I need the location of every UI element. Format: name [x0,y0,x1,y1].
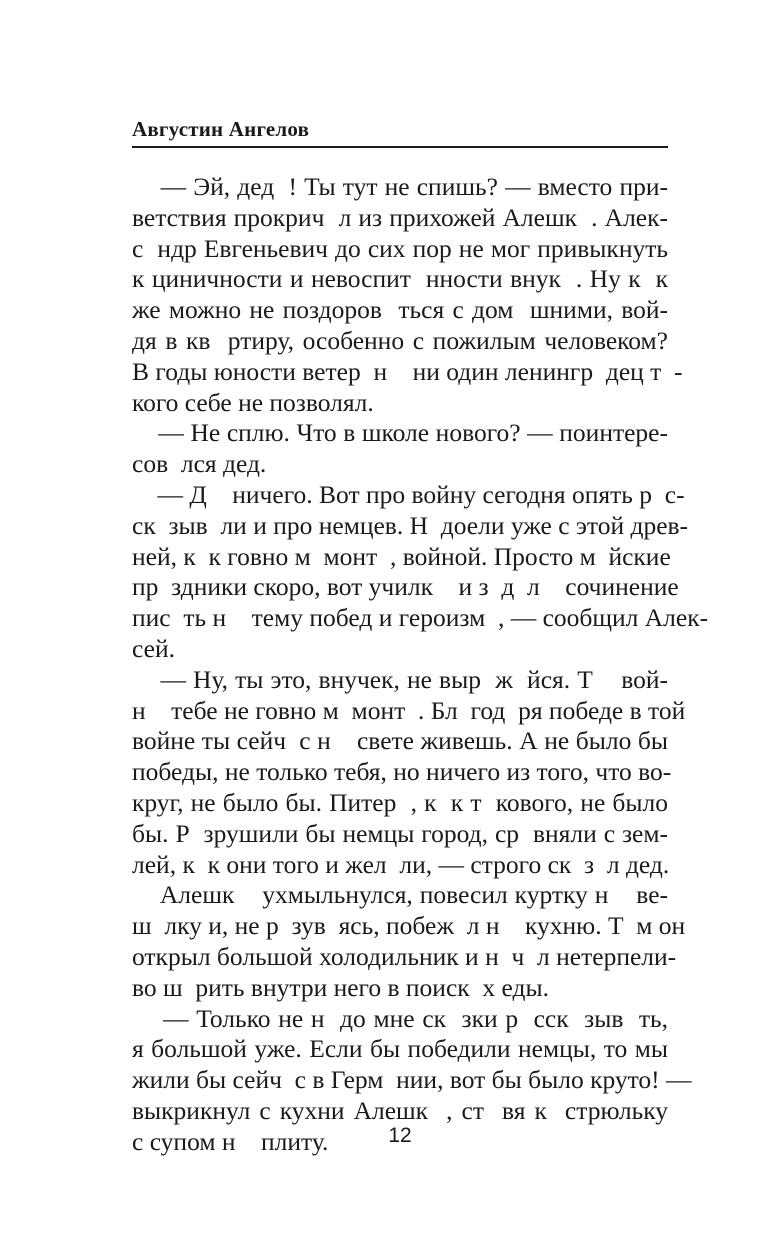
text-line: сей. [132,633,175,663]
text-line: во ш рить внутри него в поиск х еды. [132,972,550,1002]
text-line: победы, не только тебя, но ничего из того, что во- [132,757,672,787]
text-line: открыл большой холодильник и н ч л нетерпели- [132,941,677,971]
text-line: ск зыв ли и про немцев. Н доели уже с этой древ- [132,510,689,540]
text-line: ней, к к говно м монт , войной. Просто м йские [132,541,671,571]
text-line: я большой уже. Если бы победили немцы, то мы [132,1034,668,1064]
text-line: ш лку и, не р зув ясь, побеж л н кухню. Т м он [132,911,686,941]
text-line: сов лся дед. [132,449,267,479]
text-line: круг, не было бы. Питер , к к т кового, не было [132,787,668,817]
text-line: лей, к к они того и жел ли, — строго ск з л дед. [132,849,670,879]
text-line: — Только не н до мне ск зки р сск зыв ть, [132,1003,668,1033]
text-line: пр здники скоро, вот училк и з д л сочинение [132,572,679,602]
page-body-text [132,172,709,1158]
text-line: ветствия прокрич л из прихожей Алешк . Алек- [132,202,668,232]
text-line: к циничности и невоспит нности внук . Ну к к [132,264,668,294]
text-line: войне ты сейч с н свете живешь. А не было бы [132,726,668,756]
text-line: — Д ничего. Вот про войну сегодня опять р с- [132,479,685,509]
text-line: — Ну, ты это, внучек, не выр ж йся. Т вой- [132,664,668,694]
text-line: пис ть н тему побед и героизм , — сообщил Алек- [132,603,709,633]
header-rule [132,146,668,148]
text-line: — Не сплю. Что в школе нового? — поинтере- [132,418,668,448]
text-line: жили бы сейч с в Герм нии, вот бы было круто! — [132,1065,692,1095]
text-line: выкрикнул с кухни Алешк , ст вя к стрюльку [132,1095,668,1125]
text-line: бы. Р зрушили бы немцы город, ср вняли с зем- [132,818,668,848]
running-head [132,116,668,148]
text-line: с ндр Евгеньевич до сих пор не мог привыкнуть [132,233,668,263]
page-number: 12 [388,1124,412,1147]
text-line: же можно не поздоров ться с дом шними, вой- [132,295,668,325]
text-line: кого себе не позволял. [132,387,374,417]
text-line: дя в кв ртиру, особенно с пожилым человеком? [132,325,668,355]
text-line: с супом н плиту. [132,1126,329,1156]
author-name: Августин Ангелов [132,117,310,141]
text-line: Алешк ухмыльнулся, повесил куртку н ве- [132,880,668,910]
text-line: В годы юности ветер н ни один ленингр дец т - [132,356,683,386]
text-line: — Эй, дед ! Ты тут не спишь? — вместо при- [132,172,668,201]
text-line: н тебе не говно м монт . Бл год ря победе в той [132,695,686,725]
